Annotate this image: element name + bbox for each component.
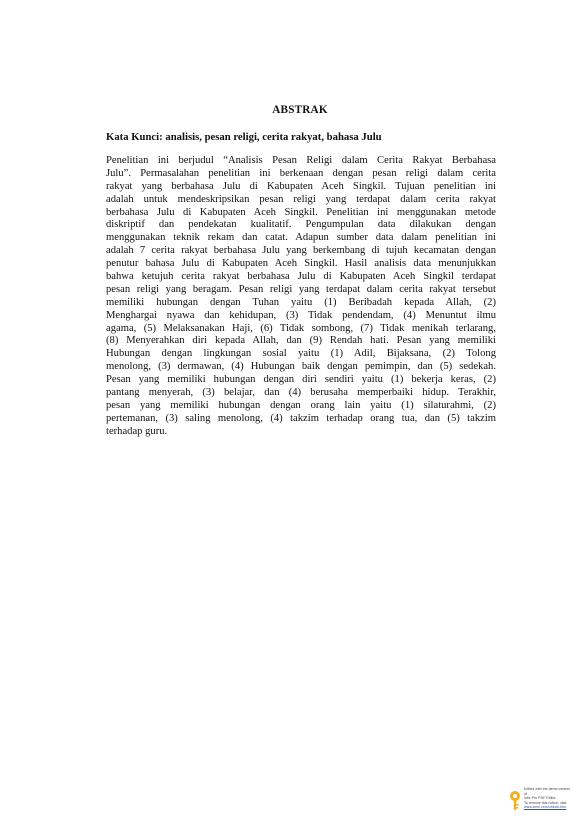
abstract-line: diskriptif dan pendekatan kualitatif. Pengumpulan data dilakukan dengan <box>106 219 496 231</box>
abstract-line: bahwa ketujuh cerita rakyat berbahasa Julu di Kabupaten Aceh Singkil terdapat <box>106 271 496 283</box>
abstract-line: (8) Menyerahkan diri kepada Allah, dan (9) Rendah hati. Pesan yang memiliki <box>106 335 496 347</box>
editor-watermark[interactable] <box>508 786 574 814</box>
abstract-line: memiliki hubungan dengan Tuhan yaitu (1) Beribadah kepada Allah, (2) <box>106 296 496 308</box>
watermark-text <box>524 787 574 810</box>
watermark-link[interactable]: www.iceni.com/unlock.htm <box>524 805 567 810</box>
abstract-line: pertemanan, (3) saling menolong, (4) takzim terhadap orang tua, dan (5) takzim <box>106 412 496 424</box>
abstract-line: Julu”. Permasalahan penelitian ini berkenaan dengan pesan religi dalam cerita <box>106 167 496 179</box>
watermark-line: Edited with the demo version of <box>524 787 571 796</box>
infix-key-icon <box>508 790 522 812</box>
abstract-line: Menghargai nyawa dan kehidupan, (3) Tidak pendendam, (4) Menuntut ilmu <box>106 309 496 321</box>
abstract-line: menolong, (3) dermawan, (4) Hubungan baik dengan pemimpin, dan (5) sedekah. <box>106 361 496 373</box>
watermark-line: To remove this notice, visit: <box>524 800 568 805</box>
keywords-line: Kata Kunci: analisis, pesan religi, cerita rakyat, bahasa Julu <box>106 131 382 143</box>
abstract-line: Penelitian ini berjudul “Analisis Pesan Religi dalam Cerita Rakyat Berbahasa <box>106 155 496 166</box>
abstract-line: Pesan yang memiliki hubungan dengan diri sendiri yaitu (1) bekerja keras, (2) <box>106 374 496 386</box>
abstract-line: pesan yang memiliki hubungan dengan orang lain yaitu (1) silaturahmi, (2) <box>106 399 496 411</box>
abstract-line: berbahasa Julu di Kabupaten Aceh Singkil. Penelitian ini menggunakan metode <box>106 206 496 218</box>
abstract-line: adalah 7 cerita rakyat berbahasa Julu yang berkembang di tujuh kecamatan dengan <box>106 245 496 257</box>
abstract-line: menggunakan teknik rekam dan catat. Adapun sumber data dalam penelitian ini <box>106 232 496 244</box>
abstract-line: Hubungan dengan lingkungan sosial yaitu (1) Adil, Bijaksana, (2) Tolong <box>106 348 496 360</box>
abstract-line: pesan religi yang beragam. Pesan religi yang terdapat dalam cerita rakyat tersebut <box>106 283 496 295</box>
watermark-line: Infix Pro PDF Editor <box>524 796 556 801</box>
abstract-line: agama, (5) Melaksanakan Haji, (6) Tidak sombong, (7) Tidak menikah terlarang, <box>106 322 496 334</box>
abstract-line: pantang menyerah, (3) belajar, dan (4) berusaha memperbaiki hidup. Terakhir, <box>106 387 496 399</box>
abstract-line: adalah untuk mendeskripsikan pesan religi yang terdapat dalam cerita rakyat <box>106 193 496 205</box>
abstract-body <box>106 155 496 439</box>
abstract-line: rakyat yang berbahasa Julu di Kabupaten Aceh Singkil. Tujuan penelitian ini <box>106 180 496 192</box>
abstract-title: ABSTRAK <box>272 104 328 116</box>
abstract-line: penutur bahasa Julu di Kabupaten Aceh Singkil. Hasil analisis data menunjukkan <box>106 258 496 270</box>
abstract-line: terhadap guru. <box>106 425 168 437</box>
